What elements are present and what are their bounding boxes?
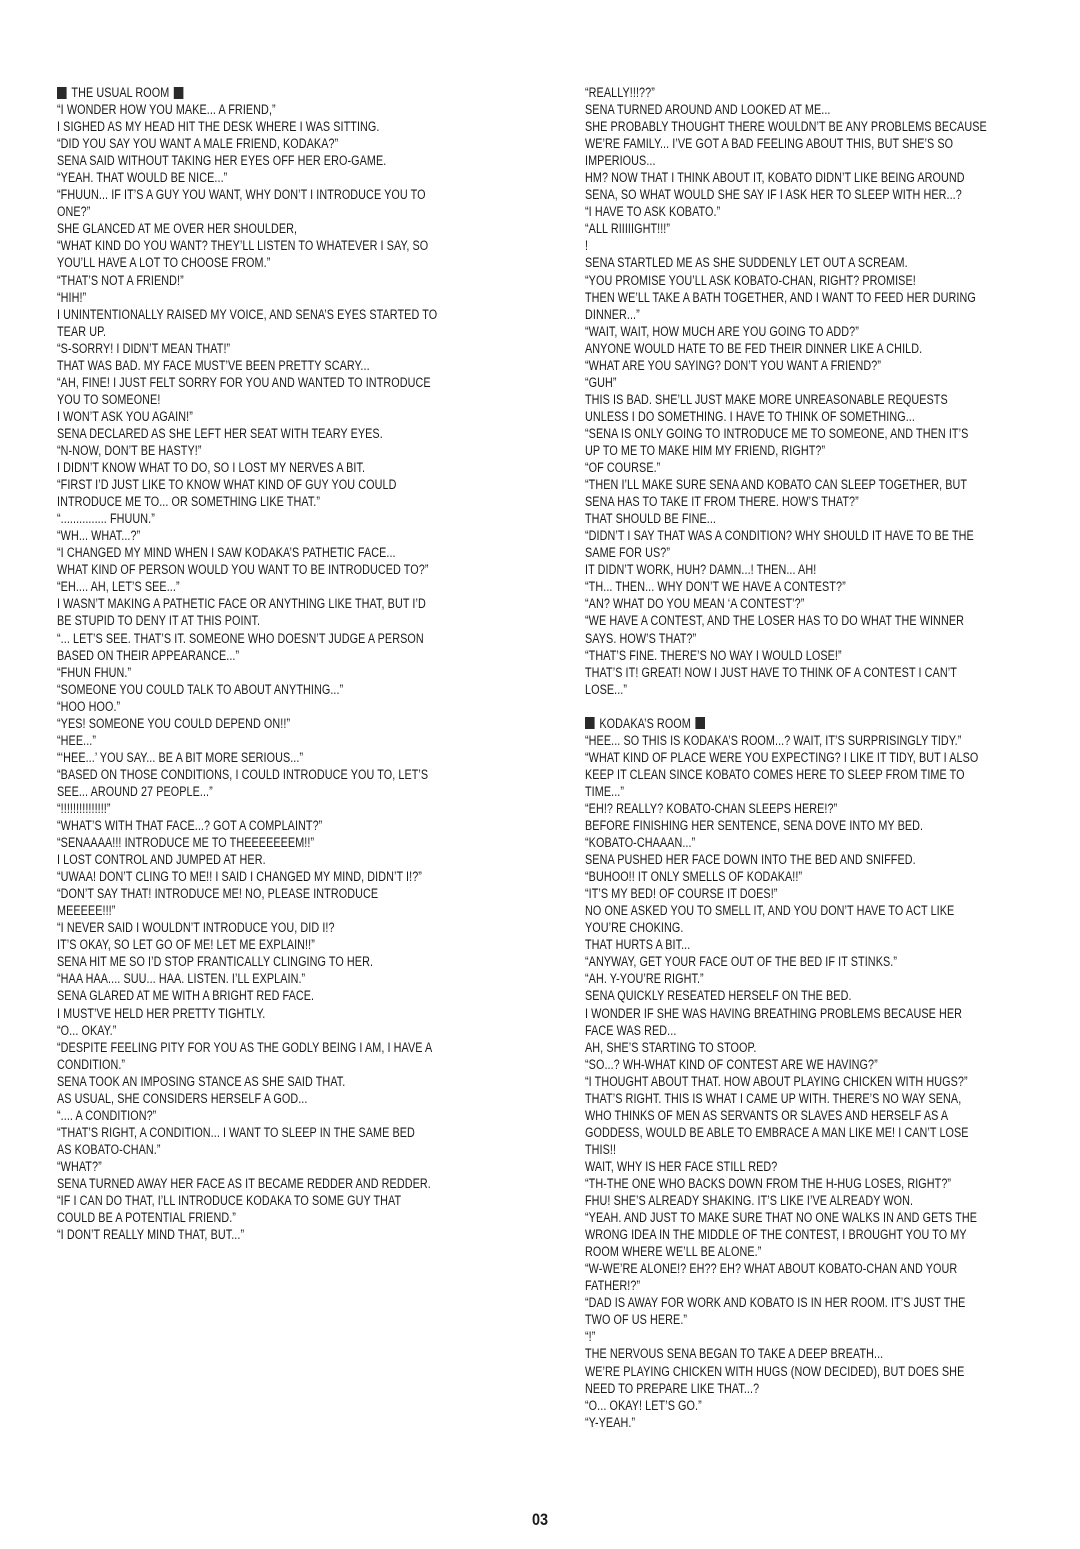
text-line: IMPERIOUS... xyxy=(585,153,656,169)
text-line: WHAT KIND OF PERSON WOULD YOU WANT TO BE INTRODUCED TO?” xyxy=(57,562,429,578)
text-line: WRONG IDEA IN THE MIDDLE OF THE CONTEST, I BROUGHT YOU TO MY xyxy=(585,1227,967,1243)
text-line: “DON’T SAY THAT! INTRODUCE ME! NO, PLEASE INTRODUCE xyxy=(57,886,379,902)
text-line: SENA HAS TO TAKE IT FROM THERE. HOW’S THAT?” xyxy=(585,494,859,510)
text-line: SENA GLARED AT ME WITH A BRIGHT RED FACE. xyxy=(57,988,315,1004)
text-line: SENA DECLARED AS SHE LEFT HER SEAT WITH TEARY EYES. xyxy=(57,425,383,441)
text-line: SAME FOR US?” xyxy=(585,545,671,561)
text-line: MEEEEE!!!” xyxy=(57,903,116,919)
text-line: “YES! SOMEONE YOU COULD DEPEND ON!!” xyxy=(57,715,291,731)
text-line: “SENA IS ONLY GOING TO INTRODUCE ME TO SOMEONE, AND THEN IT’S xyxy=(585,425,969,441)
text-line: SENA STARTLED ME AS SHE SUDDENLY LET OUT A SCREAM. xyxy=(585,255,908,271)
text-line: NO ONE ASKED YOU TO SMELL IT, AND YOU DON’T HAVE TO ACT LIKE xyxy=(585,903,955,919)
text-line: BEFORE FINISHING HER SENTENCE, SENA DOVE INTO MY BED. xyxy=(585,818,924,834)
text-line: THAT’S IT! GREAT! NOW I JUST HAVE TO THINK OF A CONTEST I CAN’T xyxy=(585,664,957,680)
text-line: THAT SHOULD BE FINE... xyxy=(585,511,716,527)
text-line: “O... OKAY.” xyxy=(57,1022,117,1038)
text-line: “W-WE’RE ALONE!? EH?? EH? WHAT ABOUT KOBATO-CHAN AND YOUR xyxy=(585,1261,958,1277)
text-line: IT DIDN’T WORK, HUH? DAMN...! THEN... AH! xyxy=(585,562,817,578)
text-line: “WHAT?” xyxy=(57,1158,102,1174)
text-line: BE STUPID TO DENY IT AT THIS POINT. xyxy=(57,613,261,629)
text-line: “TH... THEN... WHY DON’T WE HAVE A CONTEST?” xyxy=(585,579,846,595)
text-line: INTRODUCE ME TO... OR SOMETHING LIKE THAT.” xyxy=(57,494,321,510)
text-line: “ALL RIIIIIGHT!!!” xyxy=(585,221,671,237)
text-line: “Y-YEAH.” xyxy=(585,1414,636,1430)
text-line: “N-NOW, DON’T BE HASTY!” xyxy=(57,442,202,458)
text-line: “SO...? WH-WHAT KIND OF CONTEST ARE WE HAVING?” xyxy=(585,1056,878,1072)
text-line: SENA TURNED AWAY HER FACE AS IT BECAME REDDER AND REDDER. xyxy=(57,1176,431,1191)
text-line: “HIH!” xyxy=(57,289,87,305)
text-line: “THAT’S NOT A FRIEND!” xyxy=(57,272,184,288)
text-line: SENA SAID WITHOUT TAKING HER EYES OFF HER ERO-GAME. xyxy=(57,153,387,169)
text-line: AH, SHE’S STARTING TO STOOP. xyxy=(585,1039,757,1055)
text-line: AS USUAL, SHE CONSIDERS HERSELF A GOD... xyxy=(57,1090,308,1106)
text-line: “EH.... AH, LET’S SEE...” xyxy=(57,579,180,595)
text-line: “YEAH. THAT WOULD BE NICE...” xyxy=(57,170,228,186)
text-line: “THAT’S FINE. THERE’S NO WAY I WOULD LOSE!” xyxy=(585,647,842,663)
text-line: “UWAA! DON’T CLING TO ME!! I SAID I CHANGED MY MIND, DIDN’T I!?” xyxy=(57,869,422,885)
text-line: UNLESS I DO SOMETHING. I HAVE TO THINK OF SOMETHING... xyxy=(585,408,915,424)
text-line: “YEAH. AND JUST TO MAKE SURE THAT NO ONE WALKS IN AND GETS THE xyxy=(585,1210,978,1226)
section-heading-text: KODAKA’S ROOM xyxy=(599,715,691,731)
text-line: “GUH” xyxy=(585,374,617,390)
text-line: COULD BE A POTENTIAL FRIEND.” xyxy=(57,1210,236,1226)
text-line: “.... A CONDITION?” xyxy=(57,1107,157,1123)
text-line: SENA PUSHED HER FACE DOWN INTO THE BED AND SNIFFED. xyxy=(585,852,916,868)
text-line: FACE WAS RED... xyxy=(585,1022,677,1038)
text-line: ! xyxy=(585,238,589,254)
text-line: BASED ON THEIR APPEARANCE...” xyxy=(57,647,240,663)
text-line: THE NERVOUS SENA BEGAN TO TAKE A DEEP BREATH... xyxy=(585,1346,884,1362)
text-line: YOU TO SOMEONE! xyxy=(57,391,161,407)
text-line: “S-SORRY! I DIDN’T MEAN THAT!” xyxy=(57,340,231,356)
text-line: FATHER!?” xyxy=(585,1278,641,1294)
text-line: I DIDN’T KNOW WHAT TO DO, SO I LOST MY NERVES A BIT. xyxy=(57,460,366,476)
text-line: “WHAT ARE YOU SAYING? DON’T YOU WANT A FRIEND?” xyxy=(585,357,882,373)
text-line: I LOST CONTROL AND JUMPED AT HER. xyxy=(57,852,266,868)
text-line: “IF I CAN DO THAT, I’LL INTRODUCE KODAKA TO SOME GUY THAT xyxy=(57,1193,402,1209)
text-line: “FIRST I’D JUST LIKE TO KNOW WHAT KIND OF GUY YOU COULD xyxy=(57,477,397,493)
text-line: “I WONDER HOW YOU MAKE... A FRIEND,” xyxy=(57,102,276,118)
text-line: “I DON’T REALLY MIND THAT, BUT...” xyxy=(57,1227,245,1243)
text-line: IT’S OKAY, SO LET GO OF ME! LET ME EXPLAIN!!” xyxy=(57,937,315,953)
text-line: “KOBATO-CHAAAN...” xyxy=(585,835,696,851)
section-heading xyxy=(585,715,987,732)
text-line: TWO OF US HERE.” xyxy=(585,1312,688,1328)
text-line: DINNER...” xyxy=(585,306,640,322)
text-line: “DAD IS AWAY FOR WORK AND KOBATO IS IN HER ROOM. IT’S JUST THE xyxy=(585,1295,966,1311)
text-line: “O... OKAY! LET’S GO.” xyxy=(585,1397,702,1413)
black-square-icon xyxy=(696,717,706,729)
text-line: SENA QUICKLY RESEATED HERSELF ON THE BED. xyxy=(585,988,852,1004)
text-line: “... LET’S SEE. THAT’S IT. SOMEONE WHO DOESN’T JUDGE A PERSON xyxy=(57,630,424,646)
text-line: “I NEVER SAID I WOULDN’T INTRODUCE YOU, DID I!? xyxy=(57,920,335,936)
text-line: “FHUUN... IF IT’S A GUY YOU WANT, WHY DON’T I INTRODUCE YOU TO xyxy=(57,187,426,203)
text-line: I WASN’T MAKING A PATHETIC FACE OR ANYTHING LIKE THAT, BUT I’D xyxy=(57,596,426,612)
text-line: WHO THINKS OF MEN AS SERVANTS OR SLAVES AND HERSELF AS A xyxy=(585,1107,949,1123)
text-line: “TH-THE ONE WHO BACKS DOWN FROM THE H-HUG LOSES, RIGHT?” xyxy=(585,1176,952,1191)
page-number: 03 xyxy=(531,1510,549,1529)
text-line: “EH!? REALLY? KOBATO-CHAN SLEEPS HERE!?” xyxy=(585,800,838,816)
left-text-column xyxy=(57,84,437,1243)
text-line: “THEN I’LL MAKE SURE SENA AND KOBATO CAN SLEEP TOGETHER, BUT xyxy=(585,477,968,493)
text-line: “BUHOO!! IT ONLY SMELLS OF KODAKA!!” xyxy=(585,869,803,885)
text-line: “ANYWAY, GET YOUR FACE OUT OF THE BED IF IT STINKS.” xyxy=(585,954,898,970)
text-line: SENA, SO WHAT WOULD SHE SAY IF I ASK HER TO SLEEP WITH HER...? xyxy=(585,187,962,203)
text-line: ANYONE WOULD HATE TO BE FED THEIR DINNER LIKE A CHILD. xyxy=(585,340,923,356)
text-line: “‘HEE...’ YOU SAY... BE A BIT MORE SERIOUS...” xyxy=(57,749,304,765)
text-line: SAYS. HOW’S THAT?” xyxy=(585,630,697,646)
text-line: “SOMEONE YOU COULD TALK TO ABOUT ANYTHING...” xyxy=(57,681,344,697)
text-line: WE’RE FAMILY... I’VE GOT A BAD FEELING ABOUT THIS, BUT SHE’S SO xyxy=(585,136,954,152)
text-line: “BASED ON THOSE CONDITIONS, I COULD INTRODUCE YOU TO, LET’S xyxy=(57,766,429,782)
text-line: “FHUN FHUN.” xyxy=(57,664,132,680)
text-line: SENA HIT ME SO I’D STOP FRANTICALLY CLINGING TO HER. xyxy=(57,954,374,970)
text-line: KEEP IT CLEAN SINCE KOBATO COMES HERE TO SLEEP FROM TIME TO xyxy=(585,766,965,782)
text-line: GODDESS, WOULD BE ABLE TO EMBRACE A MAN LIKE ME! I CAN’T LOSE xyxy=(585,1124,969,1140)
text-line: “WH... WHAT...?” xyxy=(57,528,141,544)
text-line: “HOO HOO.” xyxy=(57,698,121,714)
text-line: “............... FHUUN.” xyxy=(57,511,155,527)
text-line: AS KOBATO-CHAN.” xyxy=(57,1141,161,1157)
text-line: NEED TO PREPARE LIKE THAT...? xyxy=(585,1380,760,1396)
black-square-icon xyxy=(585,717,595,729)
text-line: I MUST’VE HELD HER PRETTY TIGHTLY. xyxy=(57,1005,266,1021)
text-line: LOSE...” xyxy=(585,681,628,697)
text-line: “AH. Y-YOU’RE RIGHT.” xyxy=(585,971,704,987)
blank-line xyxy=(585,698,987,715)
text-line: ROOM WHERE WE’LL BE ALONE.” xyxy=(585,1244,762,1260)
text-line: “HEE... SO THIS IS KODAKA’S ROOM...? WAIT, IT’S SURPRISINGLY TIDY.” xyxy=(585,732,962,748)
section-heading xyxy=(57,84,437,101)
text-line: “DID YOU SAY YOU WANT A MALE FRIEND, KODAKA?” xyxy=(57,136,339,152)
text-line: I UNINTENTIONALLY RAISED MY VOICE, AND SENA’S EYES STARTED TO xyxy=(57,306,438,322)
text-line: SHE PROBABLY THOUGHT THERE WOULDN’T BE ANY PROBLEMS BECAUSE xyxy=(585,119,987,135)
text-line: “WAIT, WAIT, HOW MUCH ARE YOU GOING TO ADD?” xyxy=(585,323,859,339)
text-line: THIS IS BAD. SHE’LL JUST MAKE MORE UNREASONABLE REQUESTS xyxy=(585,391,948,407)
text-line: “WHAT’S WITH THAT FACE...? GOT A COMPLAINT?” xyxy=(57,818,323,834)
text-line: “OF COURSE.” xyxy=(585,460,661,476)
text-line: “DIDN’T I SAY THAT WAS A CONDITION? WHY SHOULD IT HAVE TO BE THE xyxy=(585,528,974,544)
text-line: “YOU PROMISE YOU’LL ASK KOBATO-CHAN, RIGHT? PROMISE! xyxy=(585,272,916,288)
text-line: WE’RE PLAYING CHICKEN WITH HUGS (NOW DECIDED), BUT DOES SHE xyxy=(585,1363,965,1379)
section-heading-text: THE USUAL ROOM xyxy=(71,85,170,100)
text-line: UP TO ME TO MAKE HIM MY FRIEND, RIGHT?” xyxy=(585,442,826,458)
text-line: I WONDER IF SHE WAS HAVING BREATHING PROBLEMS BECAUSE HER xyxy=(585,1005,963,1021)
text-line: SENA TOOK AN IMPOSING STANCE AS SHE SAID THAT. xyxy=(57,1073,346,1089)
text-line: “WE HAVE A CONTEST, AND THE LOSER HAS TO DO WHAT THE WINNER xyxy=(585,613,964,629)
text-line: “I HAVE TO ASK KOBATO.” xyxy=(585,204,721,220)
black-square-icon xyxy=(57,87,67,99)
text-line: “!!!!!!!!!!!!!!!” xyxy=(57,800,111,816)
text-line: “HAA HAA.... SUU... HAA. LISTEN. I’LL EXPLAIN.” xyxy=(57,971,306,987)
text-line: I SIGHED AS MY HEAD HIT THE DESK WHERE I WAS SITTING. xyxy=(57,119,380,135)
text-line: “WHAT KIND OF PLACE WERE YOU EXPECTING? I LIKE IT TIDY, BUT I ALSO xyxy=(585,749,979,765)
text-line: “SENAAAA!!! INTRODUCE ME TO THEEEEEEEM!!” xyxy=(57,835,315,851)
text-line: “AN? WHAT DO YOU MEAN ‘A CONTEST’?” xyxy=(585,596,805,612)
text-line: I WON’T ASK YOU AGAIN!” xyxy=(57,408,193,424)
text-line: “!” xyxy=(585,1329,596,1345)
text-line: SHE GLANCED AT ME OVER HER SHOULDER, xyxy=(57,221,298,237)
text-line: SENA TURNED AROUND AND LOOKED AT ME... xyxy=(585,102,831,118)
text-line: “THAT’S RIGHT, A CONDITION... I WANT TO SLEEP IN THE SAME BED xyxy=(57,1124,415,1140)
text-line: “DESPITE FEELING PITY FOR YOU AS THE GODLY BEING I AM, I HAVE A xyxy=(57,1039,433,1055)
text-line: “I THOUGHT ABOUT THAT. HOW ABOUT PLAYING CHICKEN WITH HUGS?” xyxy=(585,1073,968,1089)
text-line: TIME...” xyxy=(585,783,625,799)
right-text-column xyxy=(585,84,987,1431)
text-line: ONE?” xyxy=(57,204,91,220)
text-line: THIS!! xyxy=(585,1141,617,1157)
text-line: CONDITION.” xyxy=(57,1056,126,1072)
text-line: “AH, FINE! I JUST FELT SORRY FOR YOU AND WANTED TO INTRODUCE xyxy=(57,374,431,390)
text-line: “I CHANGED MY MIND WHEN I SAW KODAKA’S PATHETIC FACE... xyxy=(57,545,396,561)
text-line: THAT WAS BAD. MY FACE MUST’VE BEEN PRETTY SCARY... xyxy=(57,357,370,373)
text-line: FHU! SHE’S ALREADY SHAKING. IT’S LIKE I’VE ALREADY WON. xyxy=(585,1193,914,1209)
text-line: “HEE...” xyxy=(57,732,97,748)
text-line: THAT’S RIGHT. THIS IS WHAT I CAME UP WITH. THERE’S NO WAY SENA, xyxy=(585,1090,962,1106)
text-line: SEE... AROUND 27 PEOPLE...” xyxy=(57,783,213,799)
text-line: “IT’S MY BED! OF COURSE IT DOES!” xyxy=(585,886,778,902)
black-square-icon xyxy=(174,87,184,99)
text-line: YOU’LL HAVE A LOT TO CHOOSE FROM.” xyxy=(57,255,271,271)
text-line: WAIT, WHY IS HER FACE STILL RED? xyxy=(585,1158,778,1174)
text-line: THAT HURTS A BIT... xyxy=(585,937,691,953)
text-line: YOU’RE CHOKING. xyxy=(585,920,684,936)
text-line: TEAR UP. xyxy=(57,323,107,339)
text-line: HM? NOW THAT I THINK ABOUT IT, KOBATO DIDN’T LIKE BEING AROUND xyxy=(585,170,965,186)
text-line: THEN WE’LL TAKE A BATH TOGETHER, AND I WANT TO FEED HER DURING xyxy=(585,289,976,305)
text-line: “REALLY!!!??” xyxy=(585,85,655,100)
text-line: “WHAT KIND DO YOU WANT? THEY’LL LISTEN TO WHATEVER I SAY, SO xyxy=(57,238,429,254)
